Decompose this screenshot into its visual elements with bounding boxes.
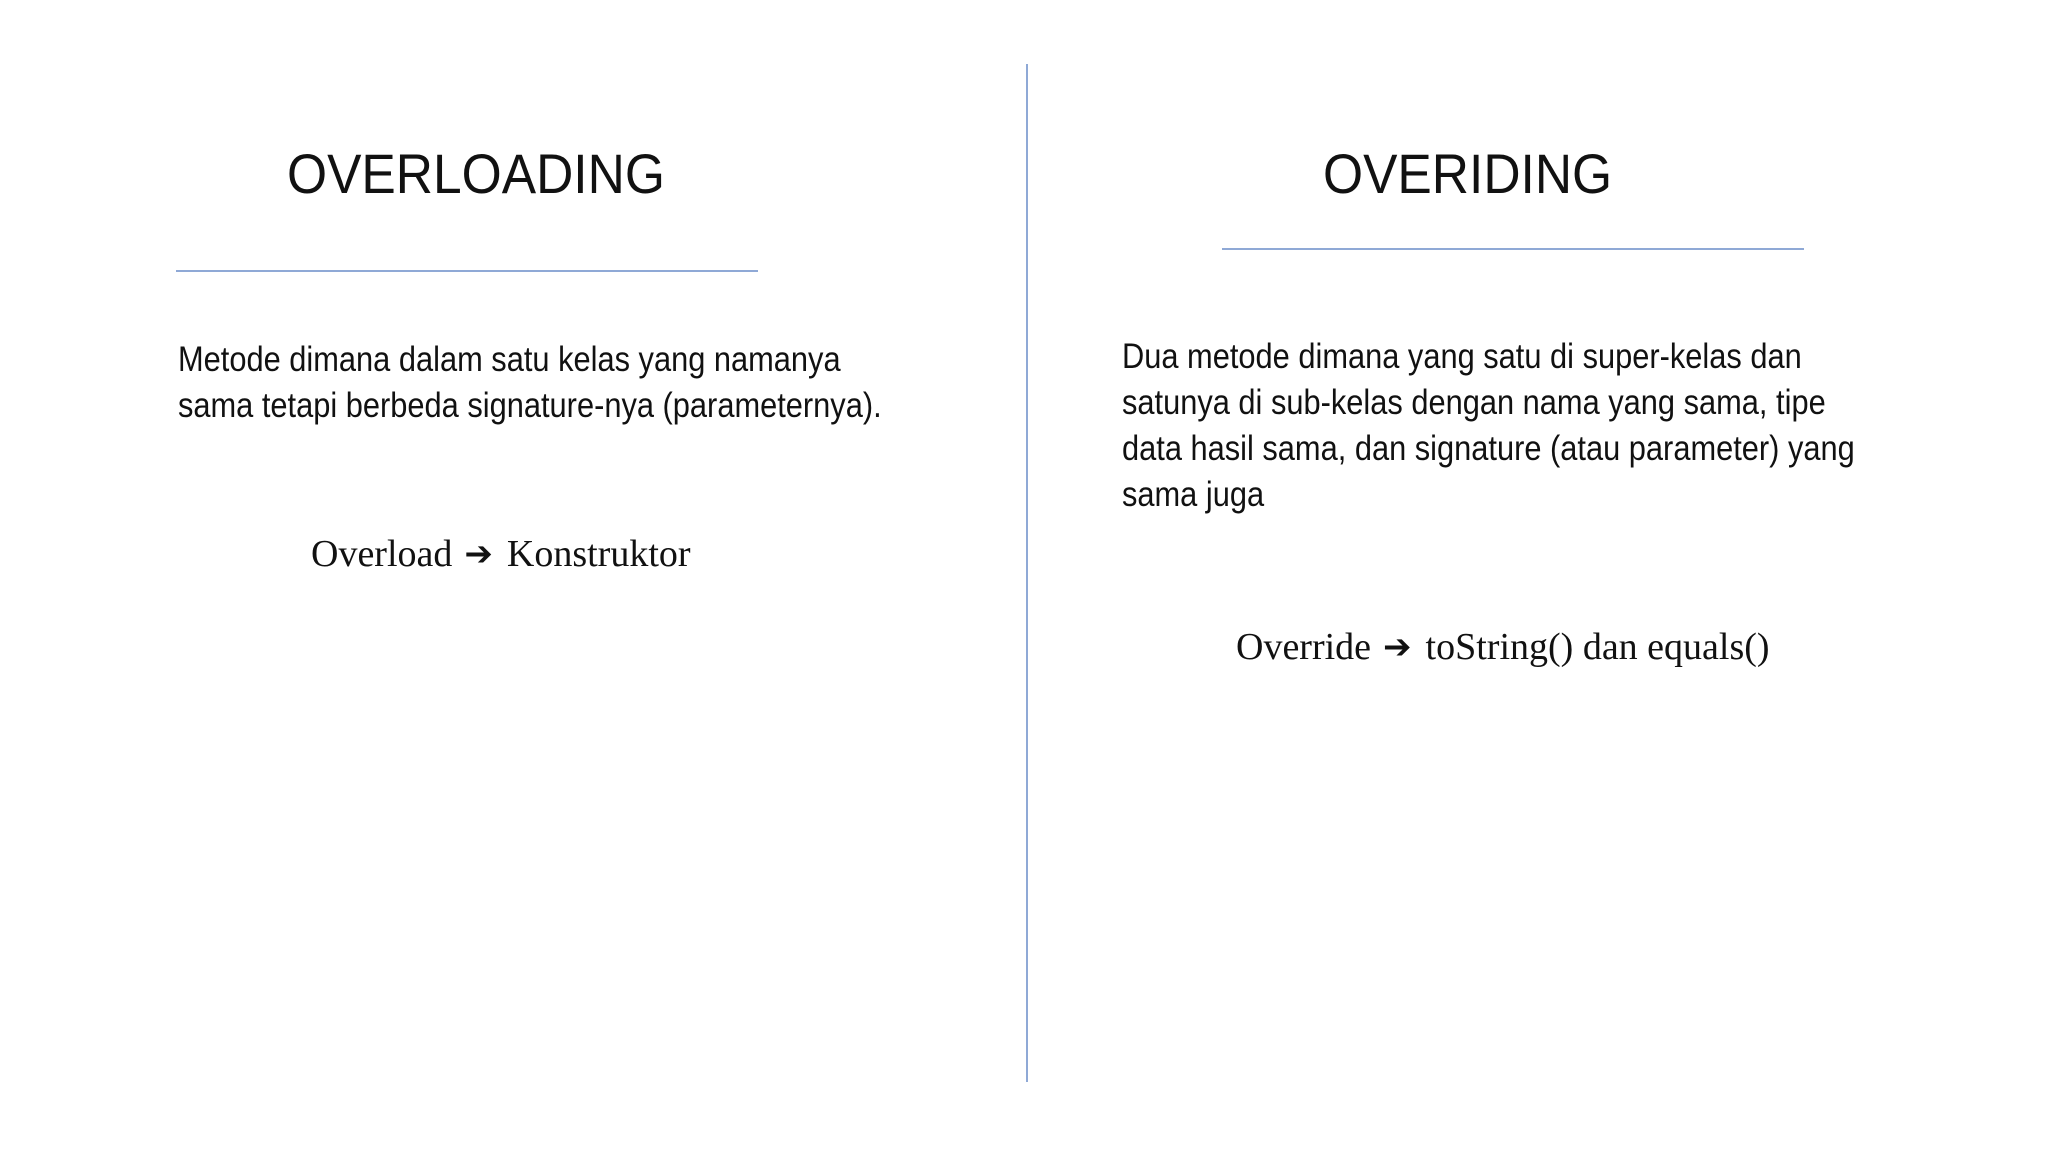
overriding-description: Dua metode dimana yang satu di super-kelas dan satunya di sub-kelas dengan nama yang sama, tipe data hasil sama, dan signature (atau parameter) yang sama juga xyxy=(1122,337,1855,514)
overloading-example xyxy=(311,532,691,576)
vertical-divider xyxy=(1026,64,1028,1082)
overloading-description: Metode dimana dalam satu kelas yang namanya sama tetapi berbeda signature-nya (parameternya). xyxy=(178,340,882,425)
overriding-example-target: toString() dan equals() xyxy=(1425,626,1770,668)
overriding-example xyxy=(1236,625,1770,669)
overriding-title-underline xyxy=(1222,248,1804,250)
overloading-title: OVERLOADING xyxy=(287,142,665,205)
overloading-title-underline xyxy=(176,270,758,272)
overloading-example-target: Konstruktor xyxy=(506,533,691,575)
overriding-title: OVERIDING xyxy=(1323,142,1613,205)
overriding-example-term: Override xyxy=(1236,626,1372,668)
overloading-example-term: Overload xyxy=(311,533,453,575)
right-arrow-icon: ➔ xyxy=(1383,627,1412,667)
right-arrow-icon: ➔ xyxy=(464,534,493,574)
